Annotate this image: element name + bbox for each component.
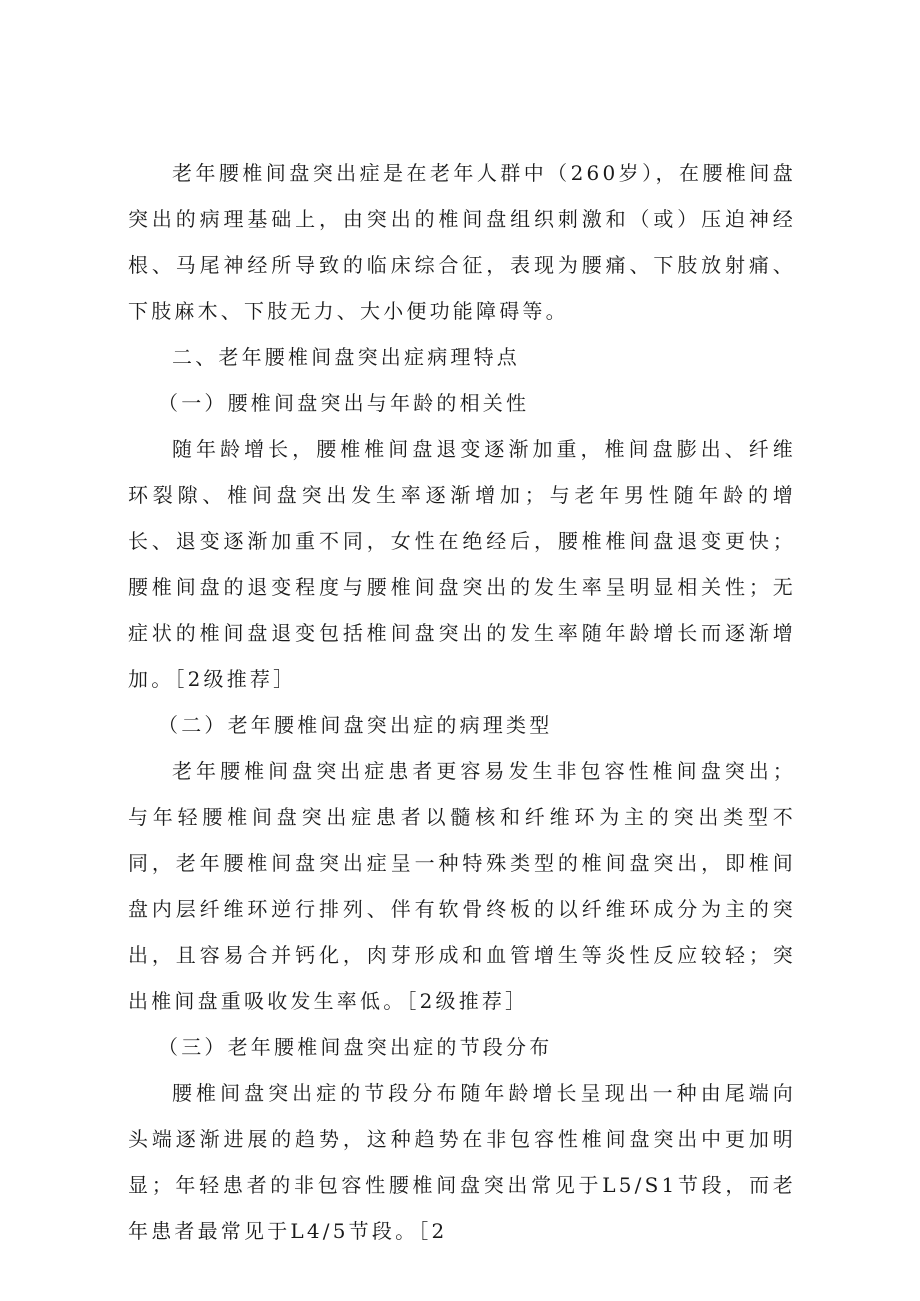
document-body: [128, 150, 796, 1254]
subsection-heading-2: （二）老年腰椎间盘突出症的病理类型: [158, 713, 553, 737]
subsection-body-3: 腰椎间盘突出症的节段分布随年龄增长呈现出一种由尾端向头端逐渐进展的趋势，这种趋势在非包容性椎间盘突出中更加明显；年轻患者的非包容性腰椎间盘突出常见于L5/S1节段，而老年患者最常见于L4/5节段。［2: [128, 1081, 796, 1243]
subsection-body-2: 老年腰椎间盘突出症患者更容易发生非包容性椎间盘突出；与年轻腰椎间盘突出症患者以髓核和纤维环为主的突出类型不同，老年腰椎间盘突出症呈一种特殊类型的椎间盘突出，即椎间盘内层纤维环逆行排列、伴有软骨终板的以纤维环成分为主的突出，且容易合并钙化，肉芽形成和血管增生等炎性反应较轻；突出椎间盘重吸收发生率低。［2级推荐］: [128, 759, 796, 1013]
subsection-body-1: 随年龄增长，腰椎椎间盘退变逐渐加重，椎间盘膨出、纤维环裂隙、椎间盘突出发生率逐渐增加；与老年男性随年龄的增长、退变逐渐加重不同，女性在绝经后，腰椎椎间盘退变更快；腰椎间盘的退变程度与腰椎间盘突出的发生率呈明显相关性；无症状的椎间盘退变包括椎间盘突出的发生率随年龄增长而逐渐增加。［2级推荐］: [128, 437, 796, 691]
section-heading: 二、老年腰椎间盘突出症病理特点: [172, 345, 520, 369]
subsection-heading-3: （三）老年腰椎间盘突出症的节段分布: [158, 1035, 553, 1059]
subsection-heading-1: （一）腰椎间盘突出与年龄的相关性: [158, 391, 530, 415]
intro-paragraph: 老年腰椎间盘突出症是在老年人群中（260岁），在腰椎间盘突出的病理基础上，由突出的椎间盘组织刺激和（或）压迫神经根、马尾神经所导致的临床综合征，表现为腰痛、下肢放射痛、下肢麻木、下肢无力、大小便功能障碍等。: [128, 161, 796, 323]
